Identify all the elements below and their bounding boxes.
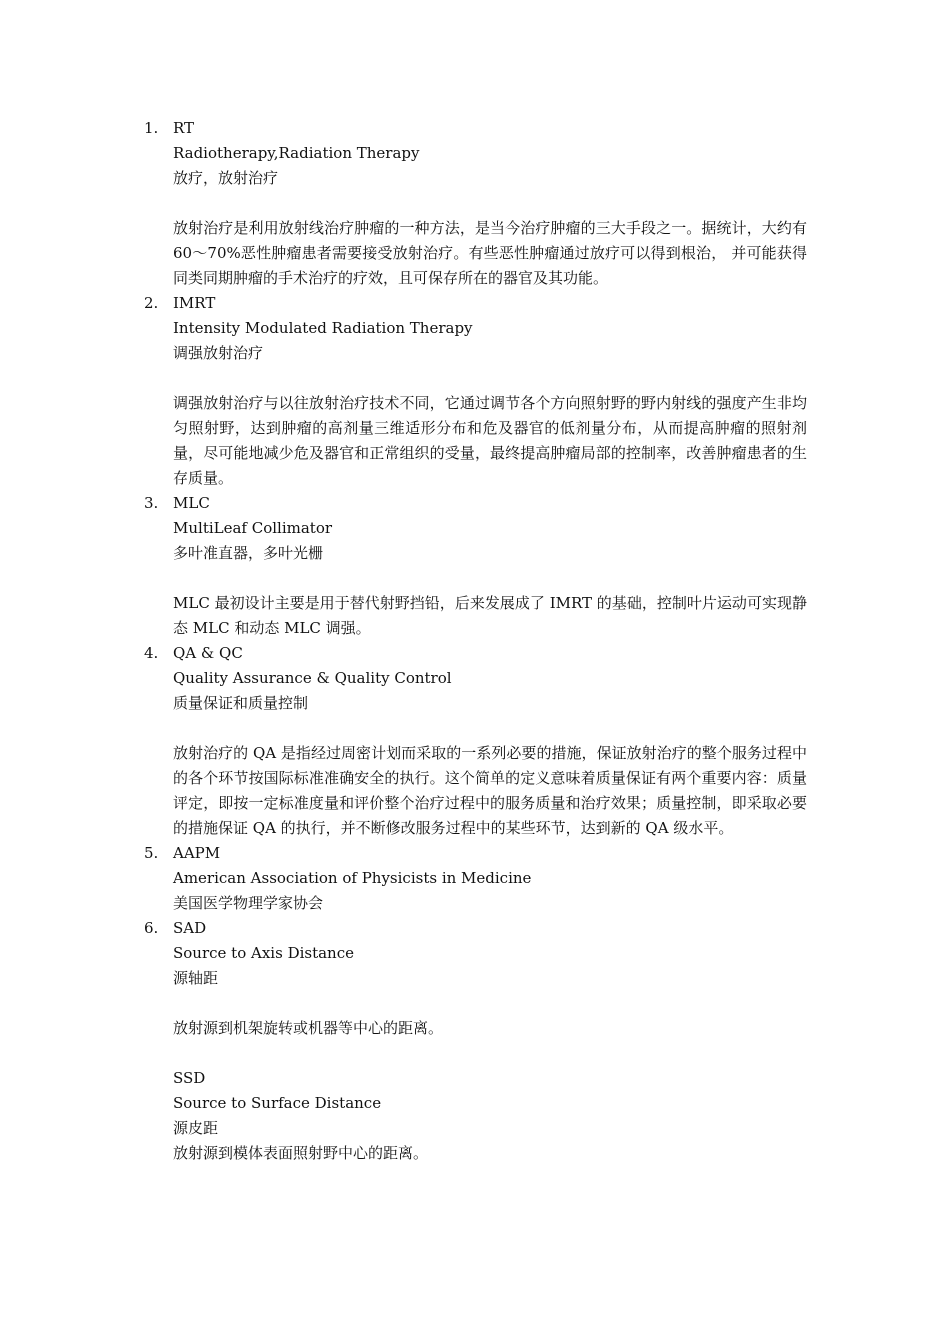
- glossary-entry-aapm: [144, 841, 813, 916]
- entry-chinese-name: 源皮距: [173, 1119, 219, 1137]
- blank-line: [173, 991, 813, 1016]
- entry-description: 放射源到模体表面照射野中心的距离。: [173, 1144, 429, 1162]
- entry-abbreviation: AAPM: [173, 844, 221, 862]
- blank-line: [173, 366, 813, 391]
- glossary-entry-qa-qc: [144, 641, 813, 841]
- entry-number: 2.: [144, 294, 159, 312]
- entry-full-name: Source to Surface Distance: [173, 1094, 382, 1112]
- entry-chinese-name: 多叶准直器，多叶光栅: [173, 544, 324, 562]
- entry-number: 4.: [144, 644, 159, 662]
- entry-full-name: Quality Assurance & Quality Control: [173, 669, 452, 687]
- entry-abbreviation: MLC: [173, 494, 210, 512]
- glossary-entry-rt: [144, 116, 813, 291]
- entry-chinese-name: 美国医学物理学家协会: [173, 894, 324, 912]
- glossary-entry-ssd: [173, 1066, 813, 1166]
- entry-full-name: MultiLeaf Collimator: [173, 519, 333, 537]
- entry-abbreviation: IMRT: [173, 294, 216, 312]
- entry-description: 放射源到机架旋转或机器等中心的距离。: [173, 1019, 444, 1037]
- glossary-entry-mlc: [144, 491, 813, 641]
- entry-description: 放射治疗是利用放射线治疗肿瘤的一种方法，是当今治疗肿瘤的三大手段之一。据统计，大约有 60～70%恶性肿瘤患者需要接受放射治疗。有些恶性肿瘤通过放疗可以得到根治， 并可能获得同类同期肿瘤的手术治疗的疗效，且可保存所在的器官及其功能。: [173, 219, 807, 287]
- entry-abbreviation: RT: [173, 119, 195, 137]
- glossary-entry-sad: [144, 916, 813, 1066]
- entry-full-name: American Association of Physicists in Medicine: [173, 869, 532, 887]
- top-margin: [0, 0, 950, 116]
- entry-number: 5.: [144, 844, 159, 862]
- blank-line: [173, 716, 813, 741]
- entry-description: MLC 最初设计主要是用于替代射野挡铅，后来发展成了 IMRT 的基础，控制叶片运动可实现静态 MLC 和动态 MLC 调强。: [173, 594, 807, 637]
- blank-line: [173, 566, 813, 591]
- entry-description: 放射治疗的 QA 是指经过周密计划而采取的一系列必要的措施，保证放射治疗的整个服务过程中的各个环节按国际标准准确安全的执行。这个简单的定义意味着质量保证有两个重要内容：质量评定，即按一定标准度量和评价整个治疗过程中的服务质量和治疗效果；质量控制，即采取必要的措施保证 QA 的执行，并不断修改服务过程中的某些环节，达到新的 QA 级水平。: [173, 744, 807, 837]
- entry-chinese-name: 调强放射治疗: [173, 344, 264, 362]
- entry-chinese-name: 源轴距: [173, 969, 219, 987]
- entry-abbreviation: SAD: [173, 919, 207, 937]
- entry-number: 6.: [144, 919, 159, 937]
- entry-number: 3.: [144, 494, 159, 512]
- entry-full-name: Source to Axis Distance: [173, 944, 354, 962]
- entry-abbreviation: SSD: [173, 1069, 206, 1087]
- blank-line: [173, 191, 813, 216]
- entry-full-name: Radiotherapy,Radiation Therapy: [173, 144, 420, 162]
- glossary-entry-imrt: [144, 291, 813, 491]
- entry-full-name: Intensity Modulated Radiation Therapy: [173, 319, 473, 337]
- blank-line: [173, 1041, 813, 1066]
- entry-abbreviation: QA & QC: [173, 644, 243, 662]
- entry-chinese-name: 放疗，放射治疗: [173, 169, 279, 187]
- entry-number: 1.: [144, 119, 159, 137]
- entry-description: 调强放射治疗与以往放射治疗技术不同，它通过调节各个方向照射野的野内射线的强度产生非均匀照射野，达到肿瘤的高剂量三维适形分布和危及器官的低剂量分布，从而提高肿瘤的照射剂量，尽可能地减少危及器官和正常组织的受量，最终提高肿瘤局部的控制率，改善肿瘤患者的生存质量。: [173, 394, 807, 487]
- entry-chinese-name: 质量保证和质量控制: [173, 694, 309, 712]
